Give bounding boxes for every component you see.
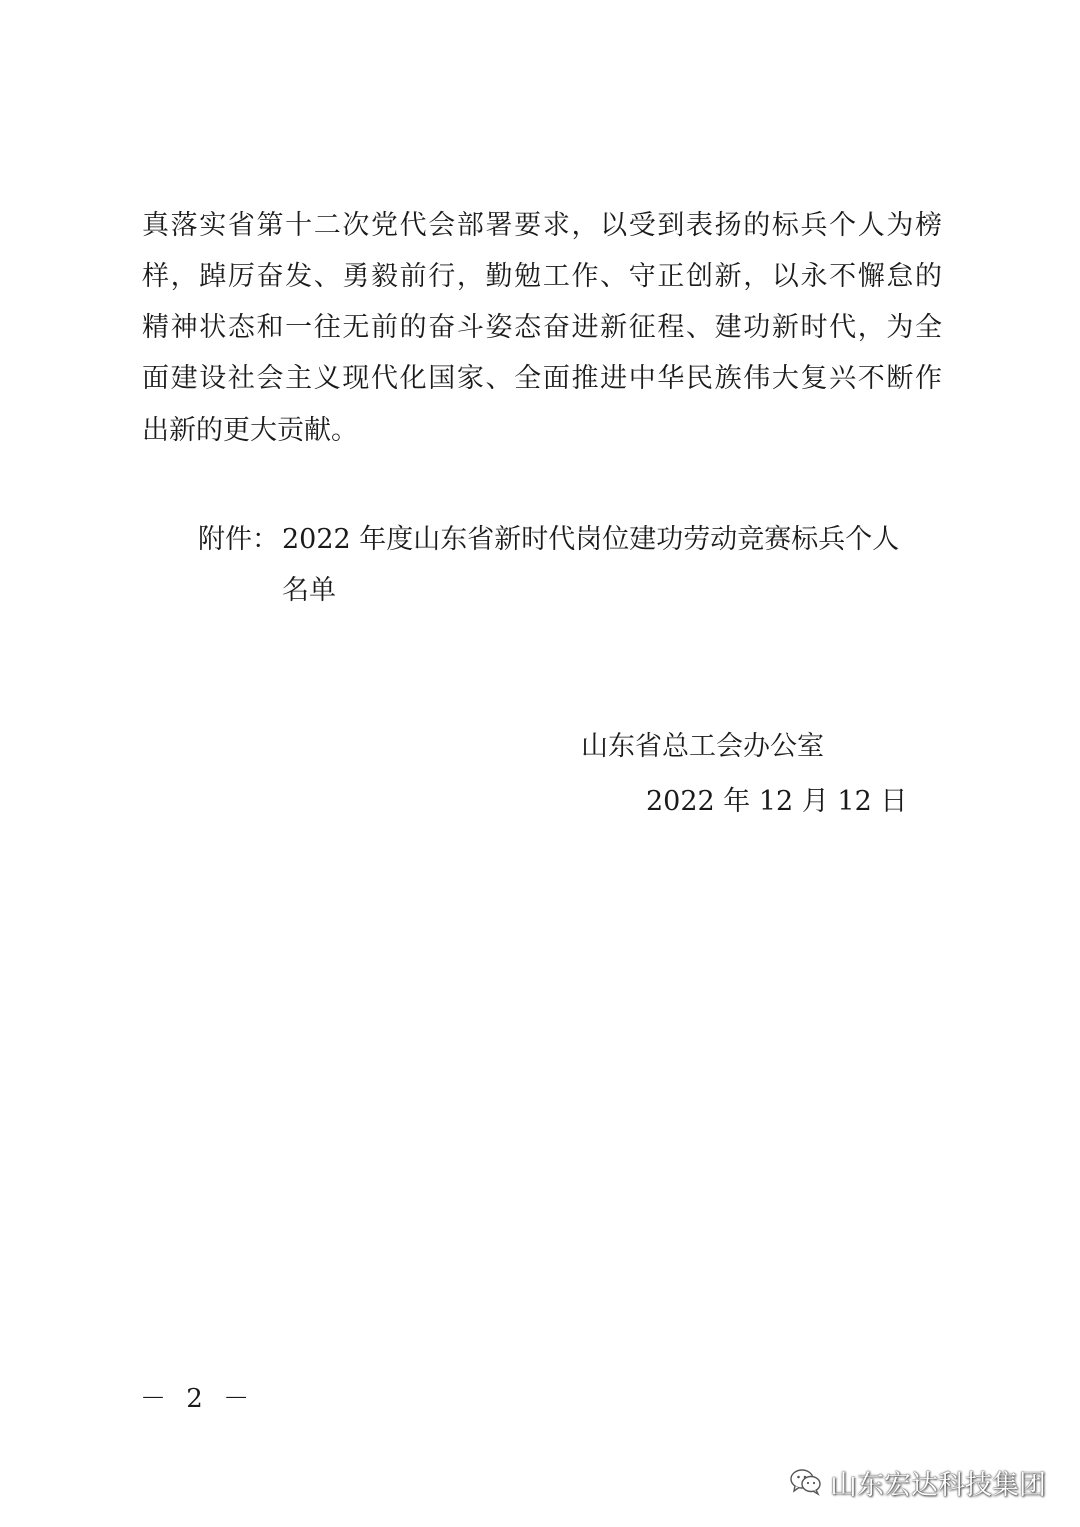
paragraph-line-last: 出新的更大贡献。 <box>142 415 358 446</box>
issuing-organization: 山东省总工会办公室 <box>581 731 824 762</box>
paragraph-line: 样，踔厉奋发、勇毅前行，勤勉工作、守正创新，以永不懈怠的 <box>142 261 942 292</box>
watermark-text: 山东宏达科技集团 <box>830 1469 1046 1501</box>
attachment-label: 附件： <box>198 524 279 555</box>
page-number: － 2 － <box>140 1384 256 1414</box>
wechat-icon <box>790 1468 822 1496</box>
attachment-title-line1: 2022 年度山东省新时代岗位建功劳动竞赛标兵个人 <box>282 524 900 555</box>
source-watermark <box>790 1462 1046 1502</box>
paragraph-line: 真落实省第十二次党代会部署要求，以受到表扬的标兵个人为榜 <box>142 210 942 241</box>
issue-date: 2022 年 12 月 12 日 <box>646 786 908 817</box>
paragraph-line: 精神状态和一往无前的奋斗姿态奋进新征程、建功新时代，为全 <box>142 312 942 343</box>
paragraph-line: 面建设社会主义现代化国家、全面推进中华民族伟大复兴不断作 <box>142 363 942 394</box>
attachment-title-line2: 名单 <box>282 575 336 606</box>
